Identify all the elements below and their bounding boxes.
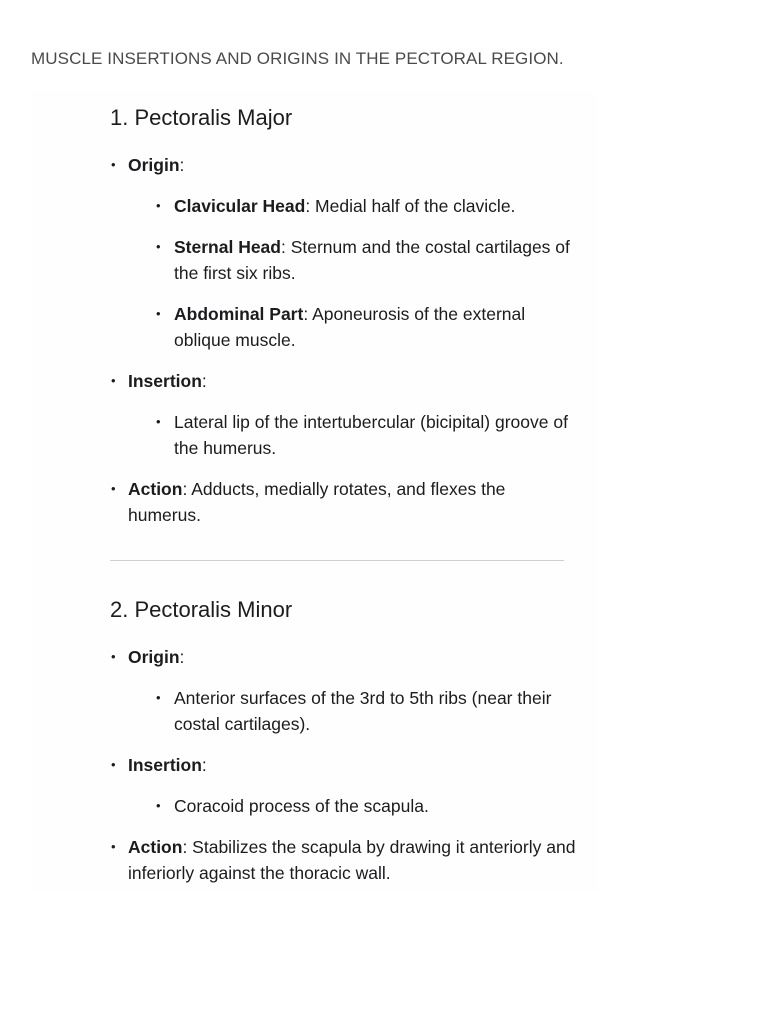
insertion-label: Insertion <box>128 371 202 391</box>
action-text: : Stabilizes the scapula by drawing it anteriorly and inferiorly against the thoracic wall. <box>128 837 576 883</box>
section-divider <box>110 560 564 561</box>
sub-term: Sternal Head <box>174 237 281 257</box>
insertion-label: Insertion <box>128 755 202 775</box>
section-pectoralis-minor <box>110 596 580 901</box>
action-item <box>110 476 580 528</box>
action-label: Action <box>128 837 183 857</box>
attribute-list <box>110 152 580 528</box>
insertion-item <box>110 368 580 461</box>
insertion-sublist <box>128 409 580 461</box>
colon: : <box>201 755 207 775</box>
sub-text: : Sternum and the costal cartilages of the first six ribs. <box>174 237 570 283</box>
insertion-subitem: • Lateral lip of the intertubercular (bicipital) groove of the humerus. <box>128 409 580 461</box>
attribute-list <box>110 644 580 886</box>
action-text: : Adducts, medially rotates, and flexes the humerus. <box>128 479 506 525</box>
sub-text: : Aponeurosis of the external oblique muscle. <box>174 304 526 350</box>
section-heading: 1. Pectoralis Major <box>110 105 293 130</box>
origin-sublist <box>128 685 580 737</box>
sub-term: Clavicular Head <box>174 196 306 216</box>
origin-subitem <box>128 234 580 286</box>
origin-subitem <box>128 301 580 353</box>
colon: : <box>201 371 207 391</box>
origin-label: Origin <box>128 647 180 667</box>
origin-sublist <box>128 193 580 353</box>
action-label: Action <box>128 479 183 499</box>
origin-label: Origin <box>128 155 180 175</box>
document-title: MUSCLE INSERTIONS AND ORIGINS IN THE PECTORAL REGION. <box>31 49 564 68</box>
section-pectoralis-major <box>110 104 580 543</box>
insertion-item <box>110 752 580 819</box>
sub-text: : Medial half of the clavicle. <box>305 196 516 216</box>
section-heading: 2. Pectoralis Minor <box>110 597 293 622</box>
colon: : <box>179 155 185 175</box>
insertion-sublist <box>128 793 580 819</box>
insertion-subitem: • Coracoid process of the scapula. <box>128 793 580 819</box>
origin-item <box>110 644 580 737</box>
origin-subitem <box>128 193 580 219</box>
sub-term: Abdominal Part <box>174 304 304 324</box>
colon: : <box>179 647 185 667</box>
action-item <box>110 834 580 886</box>
origin-subitem: • Anterior surfaces of the 3rd to 5th ribs (near their costal cartilages). <box>128 685 580 737</box>
origin-item <box>110 152 580 353</box>
